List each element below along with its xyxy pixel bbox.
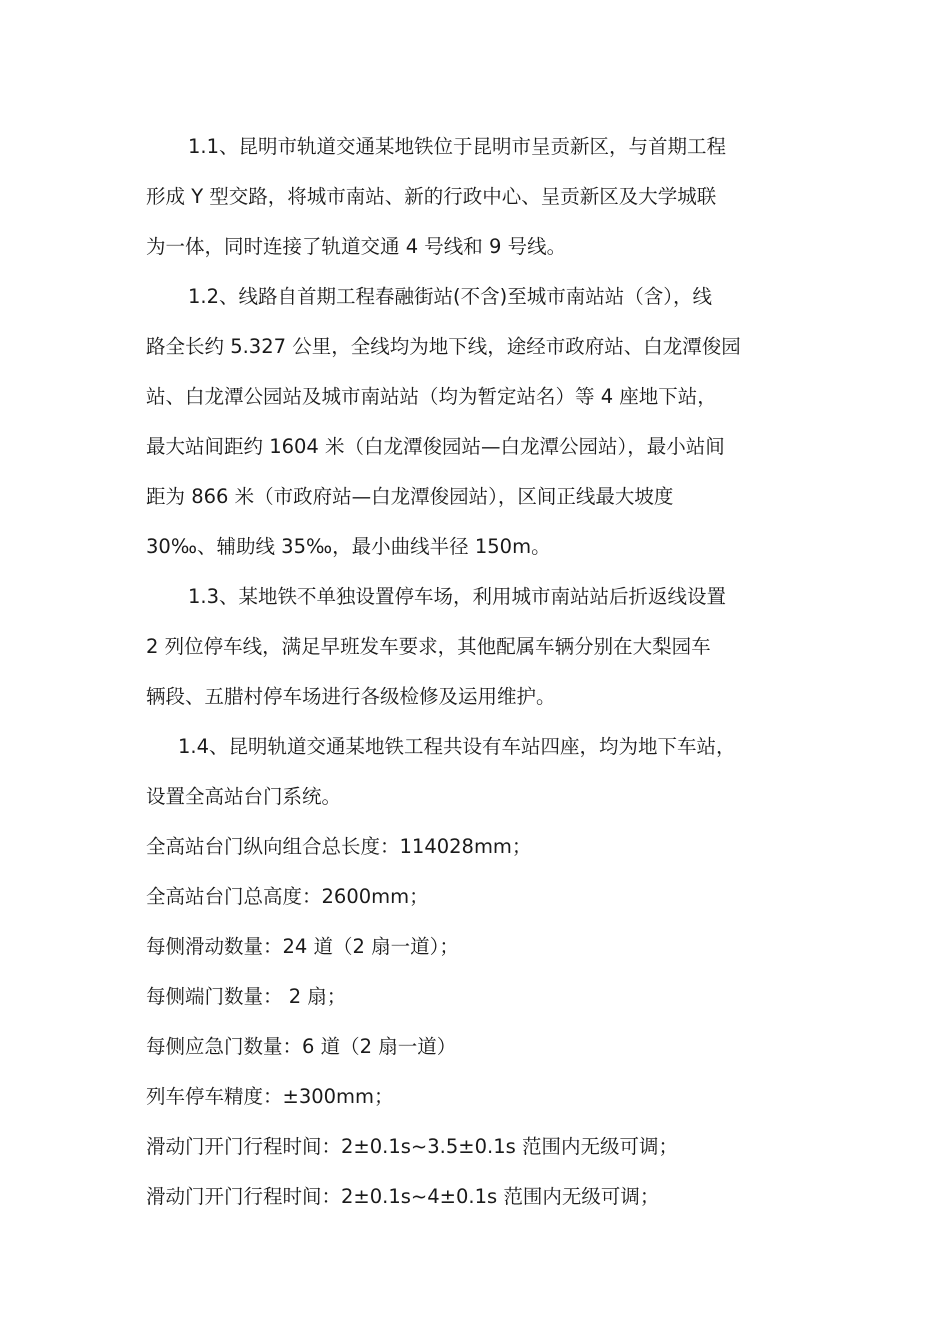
spec-item-total-length: 全高站台门纵向组合总长度：114028mm； — [146, 835, 532, 858]
paragraph-1-1 — [146, 122, 836, 272]
spec-item-emergency-door-count: 每侧应急门数量：6 道（2 扇一道） — [146, 1035, 457, 1058]
paragraph-line: 1.2、线路自首期工程春融街站(不含)至城市南站站（含），线 — [188, 285, 712, 308]
paragraph-line: 最大站间距约 1604 米（白龙潭俊园站—白龙潭公园站），最小站间 — [146, 435, 725, 458]
paragraph-line: 1.1、昆明市轨道交通某地铁位于昆明市呈贡新区，与首期工程 — [188, 135, 727, 158]
paragraph-line: 为一体，同时连接了轨道交通 4 号线和 9 号线。 — [146, 235, 567, 258]
spec-item-open-time-2: 滑动门开门行程时间：2±0.1s~4±0.1s 范围内无级可调； — [146, 1185, 660, 1208]
spec-item-total-height: 全高站台门总高度：2600mm； — [146, 885, 429, 908]
paragraph-line: 辆段、五腊村停车场进行各级检修及运用维护。 — [146, 685, 556, 708]
paragraph-line: 1.4、昆明轨道交通某地铁工程共设有车站四座，均为地下车站， — [178, 735, 736, 758]
document-body — [146, 122, 836, 1222]
spec-item-end-door-count: 每侧端门数量： 2 扇； — [146, 985, 347, 1008]
spec-item-open-time-1: 滑动门开门行程时间：2±0.1s~3.5±0.1s 范围内无级可调； — [146, 1135, 678, 1158]
paragraph-line: 距为 866 米（市政府站—白龙潭俊园站），区间正线最大坡度 — [146, 485, 674, 508]
paragraph-line: 站、白龙潭公园站及城市南站站（均为暂定站名）等 4 座地下站， — [146, 385, 717, 408]
paragraph-1-4 — [146, 722, 836, 822]
spec-item-stop-accuracy: 列车停车精度：±300mm； — [146, 1085, 394, 1108]
paragraph-line: 路全长约 5.327 公里，全线均为地下线，途经市政府站、白龙潭俊园 — [146, 335, 741, 358]
spec-item-sliding-count: 每侧滑动数量：24 道（2 扇一道）； — [146, 935, 459, 958]
paragraph-line: 2 列位停车线，满足早班发车要求，其他配属车辆分别在大梨园车 — [146, 635, 711, 658]
spec-list — [146, 822, 836, 1222]
paragraph-1-3 — [146, 572, 836, 722]
paragraph-line: 设置全高站台门系统。 — [146, 785, 342, 808]
paragraph-line: 形成 Y 型交路，将城市南站、新的行政中心、呈贡新区及大学城联 — [146, 185, 717, 208]
paragraph-line: 30‰、辅助线 35‰，最小曲线半径 150m。 — [146, 535, 551, 558]
paragraph-1-2 — [146, 272, 836, 572]
paragraph-line: 1.3、某地铁不单独设置停车场，利用城市南站站后折返线设置 — [188, 585, 727, 608]
